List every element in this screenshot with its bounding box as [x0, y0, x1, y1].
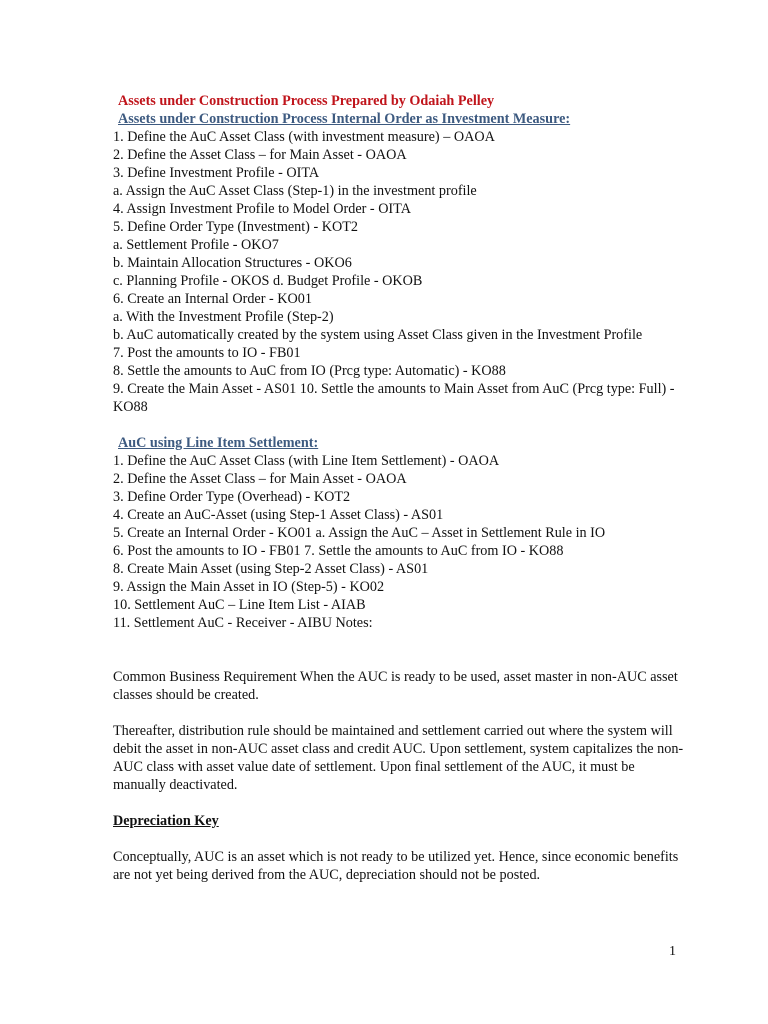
step-line: 5. Define Order Type (Investment) - KOT2	[113, 219, 358, 235]
step-line: 9. Assign the Main Asset in IO (Step-5) - KO02	[113, 579, 385, 595]
spacer	[113, 704, 688, 722]
paragraph-thereafter: Thereafter, distribution rule should be maintained and settlement carried out where the system will debit the asset in non-AUC asset class and credit AUC. Upon settlement, system capitalizes the non-AUC class with asset value date of settlement. Upon final settlement of the AUC, it must be manually deactivated.	[113, 723, 684, 793]
step-line: 10. Settlement AuC – Line Item List - AIAB	[113, 597, 366, 613]
step-line: 8. Settle the amounts to AuC from IO (Prcg type: Automatic) - KO88	[113, 363, 506, 379]
spacer	[113, 632, 688, 668]
step-line: c. Planning Profile - OKOS d. Budget Profile - OKOB	[113, 273, 423, 289]
step-line: b. Maintain Allocation Structures - OKO6	[113, 255, 352, 271]
step-line: 6. Post the amounts to IO - FB01 7. Settle the amounts to AuC from IO - KO88	[113, 543, 564, 559]
step-line: 1. Define the AuC Asset Class (with Line Item Settlement) - OAOA	[113, 453, 500, 469]
section-line-item-settlement-steps	[113, 452, 688, 632]
step-line: 2. Define the Asset Class – for Main Asset - OAOA	[113, 147, 407, 163]
section-heading-investment-measure: Assets under Construction Process Internal Order as Investment Measure:	[118, 111, 571, 127]
step-line: 7. Post the amounts to IO - FB01	[113, 345, 301, 361]
step-line: a. With the Investment Profile (Step-2)	[113, 309, 334, 325]
section-investment-measure-steps	[113, 128, 688, 416]
step-line: 2. Define the Asset Class – for Main Asset - OAOA	[113, 471, 407, 487]
step-line: 4. Assign Investment Profile to Model Order - OITA	[113, 201, 411, 217]
step-line: 11. Settlement AuC - Receiver - AIBU Notes:	[113, 615, 373, 631]
step-line: 5. Create an Internal Order - KO01 a. Assign the AuC – Asset in Settlement Rule in IO	[113, 525, 606, 541]
spacer	[113, 830, 688, 848]
step-line: 1. Define the AuC Asset Class (with investment measure) – OAOA	[113, 129, 495, 145]
section-heading-line-item-settlement: AuC using Line Item Settlement:	[118, 435, 319, 451]
spacer	[113, 416, 688, 434]
depreciation-key-heading: Depreciation Key	[113, 813, 219, 829]
page-number: 1	[669, 944, 676, 959]
step-line: 8. Create Main Asset (using Step-2 Asset Class) - AS01	[113, 561, 429, 577]
step-line: 3. Define Investment Profile - OITA	[113, 165, 320, 181]
step-line: 3. Define Order Type (Overhead) - KOT2	[113, 489, 351, 505]
step-line: 4. Create an AuC-Asset (using Step-1 Asset Class) - AS01	[113, 507, 444, 523]
step-line: a. Assign the AuC Asset Class (Step-1) in the investment profile	[113, 183, 477, 199]
spacer	[113, 794, 688, 812]
step-line: 9. Create the Main Asset - AS01 10. Settle the amounts to Main Asset from AuC (Prcg type: Full) - KO88	[113, 381, 675, 415]
step-line: 6. Create an Internal Order - KO01	[113, 291, 312, 307]
document-content	[113, 92, 688, 884]
step-line: a. Settlement Profile - OKO7	[113, 237, 279, 253]
step-line: b. AuC automatically created by the system using Asset Class given in the Investment Profile	[113, 327, 643, 343]
document-title: Assets under Construction Process Prepared by Odaiah Pelley	[118, 93, 495, 109]
paragraph-business-requirement: Common Business Requirement When the AUC is ready to be used, asset master in non-AUC asset classes should be created.	[113, 669, 678, 703]
paragraph-conceptually: Conceptually, AUC is an asset which is not ready to be utilized yet. Hence, since economic benefits are not yet being derived from the AUC, depreciation should not be posted.	[113, 849, 679, 883]
